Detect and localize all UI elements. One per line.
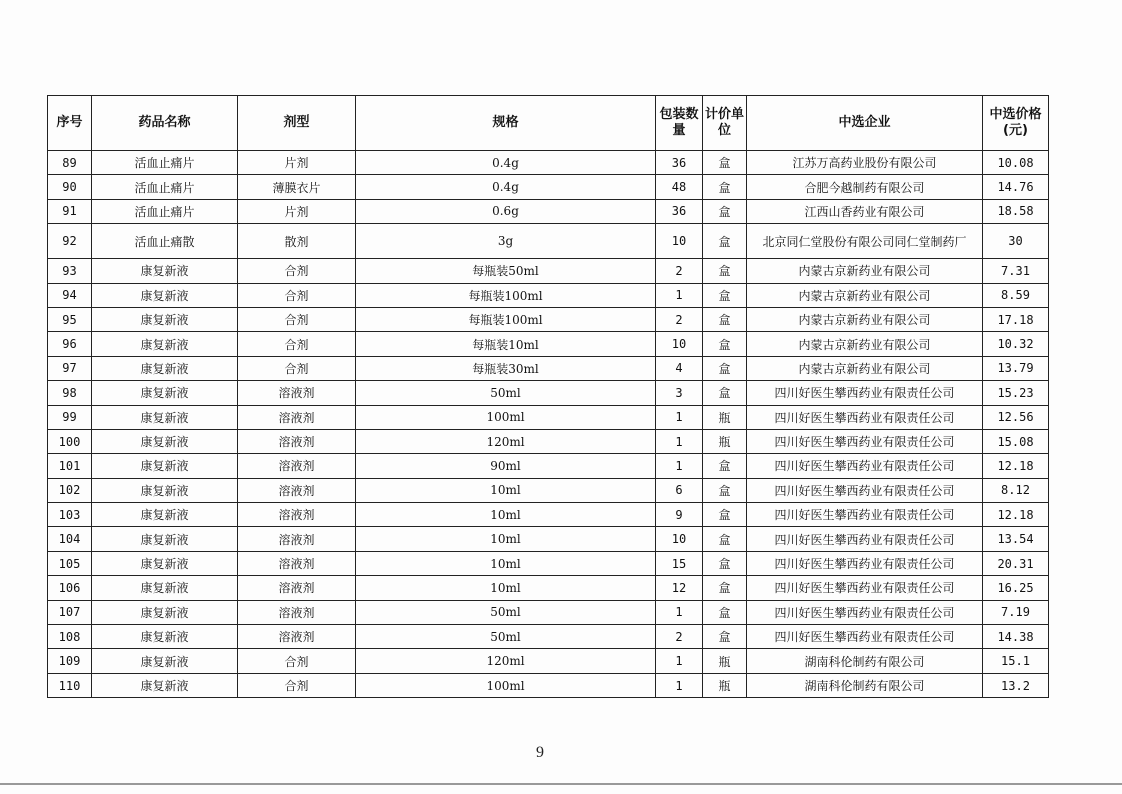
cell-price: 15.08 <box>983 429 1049 453</box>
cell-drug-name: 康复新液 <box>92 625 238 649</box>
table-row <box>48 381 1049 405</box>
cell-price: 13.54 <box>983 527 1049 551</box>
cell-drug-name: 康复新液 <box>92 405 238 429</box>
cell-pricing-unit: 盒 <box>703 356 747 380</box>
cell-company: 四川好医生攀西药业有限责任公司 <box>747 478 983 502</box>
cell-company: 内蒙古京新药业有限公司 <box>747 332 983 356</box>
cell-pricing-unit: 盒 <box>703 307 747 331</box>
cell-drug-name: 康复新液 <box>92 503 238 527</box>
cell-spec: 每瓶装10ml <box>356 332 656 356</box>
cell-pack-quantity: 2 <box>656 307 703 331</box>
cell-price: 10.32 <box>983 332 1049 356</box>
cell-company: 内蒙古京新药业有限公司 <box>747 356 983 380</box>
table-row <box>48 551 1049 575</box>
cell-seq: 99 <box>48 405 92 429</box>
cell-spec: 100ml <box>356 673 656 697</box>
cell-spec: 120ml <box>356 649 656 673</box>
cell-drug-name: 康复新液 <box>92 381 238 405</box>
header-company: 中选企业 <box>747 96 983 151</box>
header-pricing-unit-label: 计价单位 <box>704 107 744 138</box>
cell-pricing-unit: 盒 <box>703 576 747 600</box>
cell-dosage-form: 溶液剂 <box>238 551 356 575</box>
cell-pricing-unit: 瓶 <box>703 429 747 453</box>
cell-company: 江苏万高药业股份有限公司 <box>747 151 983 175</box>
cell-drug-name: 康复新液 <box>92 429 238 453</box>
cell-spec: 50ml <box>356 625 656 649</box>
cell-pack-quantity: 3 <box>656 381 703 405</box>
table-row <box>48 503 1049 527</box>
cell-company: 合肥今越制药有限公司 <box>747 175 983 199</box>
cell-pricing-unit: 瓶 <box>703 649 747 673</box>
cell-pack-quantity: 10 <box>656 332 703 356</box>
cell-dosage-form: 合剂 <box>238 649 356 673</box>
cell-pack-quantity: 2 <box>656 259 703 283</box>
cell-pack-quantity: 1 <box>656 454 703 478</box>
cell-company: 北京同仁堂股份有限公司同仁堂制药厂 <box>747 224 983 259</box>
cell-pricing-unit: 盒 <box>703 175 747 199</box>
table-row <box>48 429 1049 453</box>
cell-pricing-unit: 瓶 <box>703 673 747 697</box>
cell-dosage-form: 溶液剂 <box>238 454 356 478</box>
cell-price: 7.19 <box>983 600 1049 624</box>
cell-dosage-form: 薄膜衣片 <box>238 175 356 199</box>
cell-price: 13.2 <box>983 673 1049 697</box>
table-row <box>48 600 1049 624</box>
cell-drug-name: 康复新液 <box>92 478 238 502</box>
cell-pack-quantity: 12 <box>656 576 703 600</box>
cell-price: 12.18 <box>983 454 1049 478</box>
cell-pricing-unit: 盒 <box>703 332 747 356</box>
cell-seq: 96 <box>48 332 92 356</box>
drug-price-table <box>47 95 1049 698</box>
cell-price: 16.25 <box>983 576 1049 600</box>
cell-company: 四川好医生攀西药业有限责任公司 <box>747 503 983 527</box>
cell-company: 内蒙古京新药业有限公司 <box>747 283 983 307</box>
cell-company: 四川好医生攀西药业有限责任公司 <box>747 405 983 429</box>
cell-pack-quantity: 9 <box>656 503 703 527</box>
cell-drug-name: 康复新液 <box>92 673 238 697</box>
cell-drug-name: 康复新液 <box>92 649 238 673</box>
cell-price: 14.38 <box>983 625 1049 649</box>
cell-pricing-unit: 盒 <box>703 551 747 575</box>
cell-seq: 109 <box>48 649 92 673</box>
cell-company: 内蒙古京新药业有限公司 <box>747 307 983 331</box>
table-row <box>48 259 1049 283</box>
cell-pricing-unit: 盒 <box>703 199 747 223</box>
cell-company: 湖南科伦制药有限公司 <box>747 673 983 697</box>
header-spec: 规格 <box>356 96 656 151</box>
cell-seq: 107 <box>48 600 92 624</box>
header-pack-quantity-label: 包装数量 <box>659 107 699 138</box>
cell-dosage-form: 片剂 <box>238 151 356 175</box>
cell-price: 20.31 <box>983 551 1049 575</box>
cell-company: 内蒙古京新药业有限公司 <box>747 259 983 283</box>
cell-pack-quantity: 1 <box>656 405 703 429</box>
cell-spec: 10ml <box>356 551 656 575</box>
cell-dosage-form: 合剂 <box>238 283 356 307</box>
cell-dosage-form: 溶液剂 <box>238 600 356 624</box>
cell-price: 7.31 <box>983 259 1049 283</box>
cell-company: 四川好医生攀西药业有限责任公司 <box>747 551 983 575</box>
cell-price: 8.12 <box>983 478 1049 502</box>
cell-spec: 0.4g <box>356 175 656 199</box>
cell-seq: 102 <box>48 478 92 502</box>
cell-company: 四川好医生攀西药业有限责任公司 <box>747 381 983 405</box>
cell-drug-name: 活血止痛片 <box>92 175 238 199</box>
cell-price: 8.59 <box>983 283 1049 307</box>
cell-drug-name: 康复新液 <box>92 332 238 356</box>
header-drug-name: 药品名称 <box>92 96 238 151</box>
cell-dosage-form: 散剂 <box>238 224 356 259</box>
cell-drug-name: 活血止痛散 <box>92 224 238 259</box>
page-number: 9 <box>536 744 544 761</box>
page-bottom-rule <box>0 783 1122 785</box>
cell-pack-quantity: 1 <box>656 429 703 453</box>
header-pricing-unit <box>703 96 747 151</box>
cell-spec: 10ml <box>356 478 656 502</box>
cell-dosage-form: 溶液剂 <box>238 478 356 502</box>
cell-pricing-unit: 盒 <box>703 503 747 527</box>
cell-company: 四川好医生攀西药业有限责任公司 <box>747 625 983 649</box>
cell-drug-name: 活血止痛片 <box>92 151 238 175</box>
cell-drug-name: 活血止痛片 <box>92 199 238 223</box>
cell-pack-quantity: 10 <box>656 224 703 259</box>
cell-company: 四川好医生攀西药业有限责任公司 <box>747 429 983 453</box>
cell-spec: 0.6g <box>356 199 656 223</box>
table-row <box>48 151 1049 175</box>
cell-dosage-form: 溶液剂 <box>238 527 356 551</box>
cell-seq: 91 <box>48 199 92 223</box>
cell-spec: 10ml <box>356 576 656 600</box>
table-row <box>48 307 1049 331</box>
cell-pack-quantity: 36 <box>656 199 703 223</box>
cell-spec: 10ml <box>356 527 656 551</box>
cell-pack-quantity: 1 <box>656 673 703 697</box>
cell-seq: 97 <box>48 356 92 380</box>
cell-price: 17.18 <box>983 307 1049 331</box>
cell-seq: 106 <box>48 576 92 600</box>
cell-spec: 100ml <box>356 405 656 429</box>
cell-company: 江西山香药业有限公司 <box>747 199 983 223</box>
cell-price: 15.23 <box>983 381 1049 405</box>
cell-price: 15.1 <box>983 649 1049 673</box>
cell-seq: 101 <box>48 454 92 478</box>
cell-seq: 90 <box>48 175 92 199</box>
cell-drug-name: 康复新液 <box>92 259 238 283</box>
table-row <box>48 224 1049 259</box>
cell-dosage-form: 合剂 <box>238 332 356 356</box>
cell-seq: 110 <box>48 673 92 697</box>
cell-dosage-form: 合剂 <box>238 673 356 697</box>
table-body <box>48 151 1049 698</box>
cell-seq: 89 <box>48 151 92 175</box>
cell-pack-quantity: 1 <box>656 600 703 624</box>
table-row <box>48 199 1049 223</box>
cell-pack-quantity: 2 <box>656 625 703 649</box>
cell-drug-name: 康复新液 <box>92 356 238 380</box>
header-pack-quantity <box>656 96 703 151</box>
cell-pricing-unit: 盒 <box>703 454 747 478</box>
cell-price: 18.58 <box>983 199 1049 223</box>
cell-spec: 每瓶装50ml <box>356 259 656 283</box>
cell-company: 四川好医生攀西药业有限责任公司 <box>747 576 983 600</box>
header-dosage-form: 剂型 <box>238 96 356 151</box>
table-row <box>48 478 1049 502</box>
cell-pack-quantity: 1 <box>656 649 703 673</box>
cell-spec: 10ml <box>356 503 656 527</box>
cell-seq: 103 <box>48 503 92 527</box>
cell-pack-quantity: 6 <box>656 478 703 502</box>
cell-seq: 105 <box>48 551 92 575</box>
table-row <box>48 576 1049 600</box>
cell-spec: 3g <box>356 224 656 259</box>
cell-spec: 每瓶装100ml <box>356 283 656 307</box>
header-seq: 序号 <box>48 96 92 151</box>
cell-pricing-unit: 盒 <box>703 381 747 405</box>
cell-price: 10.08 <box>983 151 1049 175</box>
cell-price: 14.76 <box>983 175 1049 199</box>
cell-drug-name: 康复新液 <box>92 283 238 307</box>
table-row <box>48 527 1049 551</box>
cell-pack-quantity: 10 <box>656 527 703 551</box>
cell-dosage-form: 溶液剂 <box>238 576 356 600</box>
cell-seq: 94 <box>48 283 92 307</box>
header-price <box>983 96 1049 151</box>
cell-dosage-form: 合剂 <box>238 307 356 331</box>
cell-dosage-form: 片剂 <box>238 199 356 223</box>
cell-pricing-unit: 盒 <box>703 527 747 551</box>
cell-price: 13.79 <box>983 356 1049 380</box>
cell-drug-name: 康复新液 <box>92 576 238 600</box>
cell-drug-name: 康复新液 <box>92 527 238 551</box>
cell-dosage-form: 溶液剂 <box>238 429 356 453</box>
cell-pricing-unit: 盒 <box>703 259 747 283</box>
cell-drug-name: 康复新液 <box>92 551 238 575</box>
cell-seq: 108 <box>48 625 92 649</box>
cell-pricing-unit: 盒 <box>703 283 747 307</box>
cell-pricing-unit: 瓶 <box>703 405 747 429</box>
table-row <box>48 332 1049 356</box>
cell-pack-quantity: 36 <box>656 151 703 175</box>
header-price-label: 中选价格(元) <box>989 107 1042 138</box>
cell-dosage-form: 溶液剂 <box>238 503 356 527</box>
cell-price: 30 <box>983 224 1049 259</box>
cell-company: 湖南科伦制药有限公司 <box>747 649 983 673</box>
cell-dosage-form: 合剂 <box>238 259 356 283</box>
cell-price: 12.18 <box>983 503 1049 527</box>
cell-pricing-unit: 盒 <box>703 625 747 649</box>
cell-dosage-form: 溶液剂 <box>238 381 356 405</box>
table-row <box>48 356 1049 380</box>
table-row <box>48 283 1049 307</box>
cell-seq: 98 <box>48 381 92 405</box>
cell-company: 四川好医生攀西药业有限责任公司 <box>747 454 983 478</box>
cell-seq: 93 <box>48 259 92 283</box>
cell-pack-quantity: 48 <box>656 175 703 199</box>
cell-spec: 120ml <box>356 429 656 453</box>
cell-company: 四川好医生攀西药业有限责任公司 <box>747 600 983 624</box>
cell-dosage-form: 合剂 <box>238 356 356 380</box>
cell-spec: 50ml <box>356 600 656 624</box>
cell-pricing-unit: 盒 <box>703 478 747 502</box>
cell-spec: 90ml <box>356 454 656 478</box>
table-row <box>48 175 1049 199</box>
cell-seq: 104 <box>48 527 92 551</box>
cell-company: 四川好医生攀西药业有限责任公司 <box>747 527 983 551</box>
table-row <box>48 405 1049 429</box>
cell-pack-quantity: 4 <box>656 356 703 380</box>
cell-dosage-form: 溶液剂 <box>238 625 356 649</box>
cell-dosage-form: 溶液剂 <box>238 405 356 429</box>
cell-spec: 每瓶装100ml <box>356 307 656 331</box>
cell-pack-quantity: 15 <box>656 551 703 575</box>
cell-spec: 0.4g <box>356 151 656 175</box>
cell-seq: 92 <box>48 224 92 259</box>
table-header-row <box>48 96 1049 151</box>
cell-pricing-unit: 盒 <box>703 151 747 175</box>
cell-seq: 100 <box>48 429 92 453</box>
table-row <box>48 649 1049 673</box>
cell-spec: 50ml <box>356 381 656 405</box>
table-row <box>48 625 1049 649</box>
cell-spec: 每瓶装30ml <box>356 356 656 380</box>
cell-drug-name: 康复新液 <box>92 454 238 478</box>
cell-pricing-unit: 盒 <box>703 224 747 259</box>
cell-seq: 95 <box>48 307 92 331</box>
cell-pack-quantity: 1 <box>656 283 703 307</box>
table-row <box>48 454 1049 478</box>
table-row <box>48 673 1049 697</box>
cell-price: 12.56 <box>983 405 1049 429</box>
cell-drug-name: 康复新液 <box>92 307 238 331</box>
cell-pricing-unit: 盒 <box>703 600 747 624</box>
cell-drug-name: 康复新液 <box>92 600 238 624</box>
